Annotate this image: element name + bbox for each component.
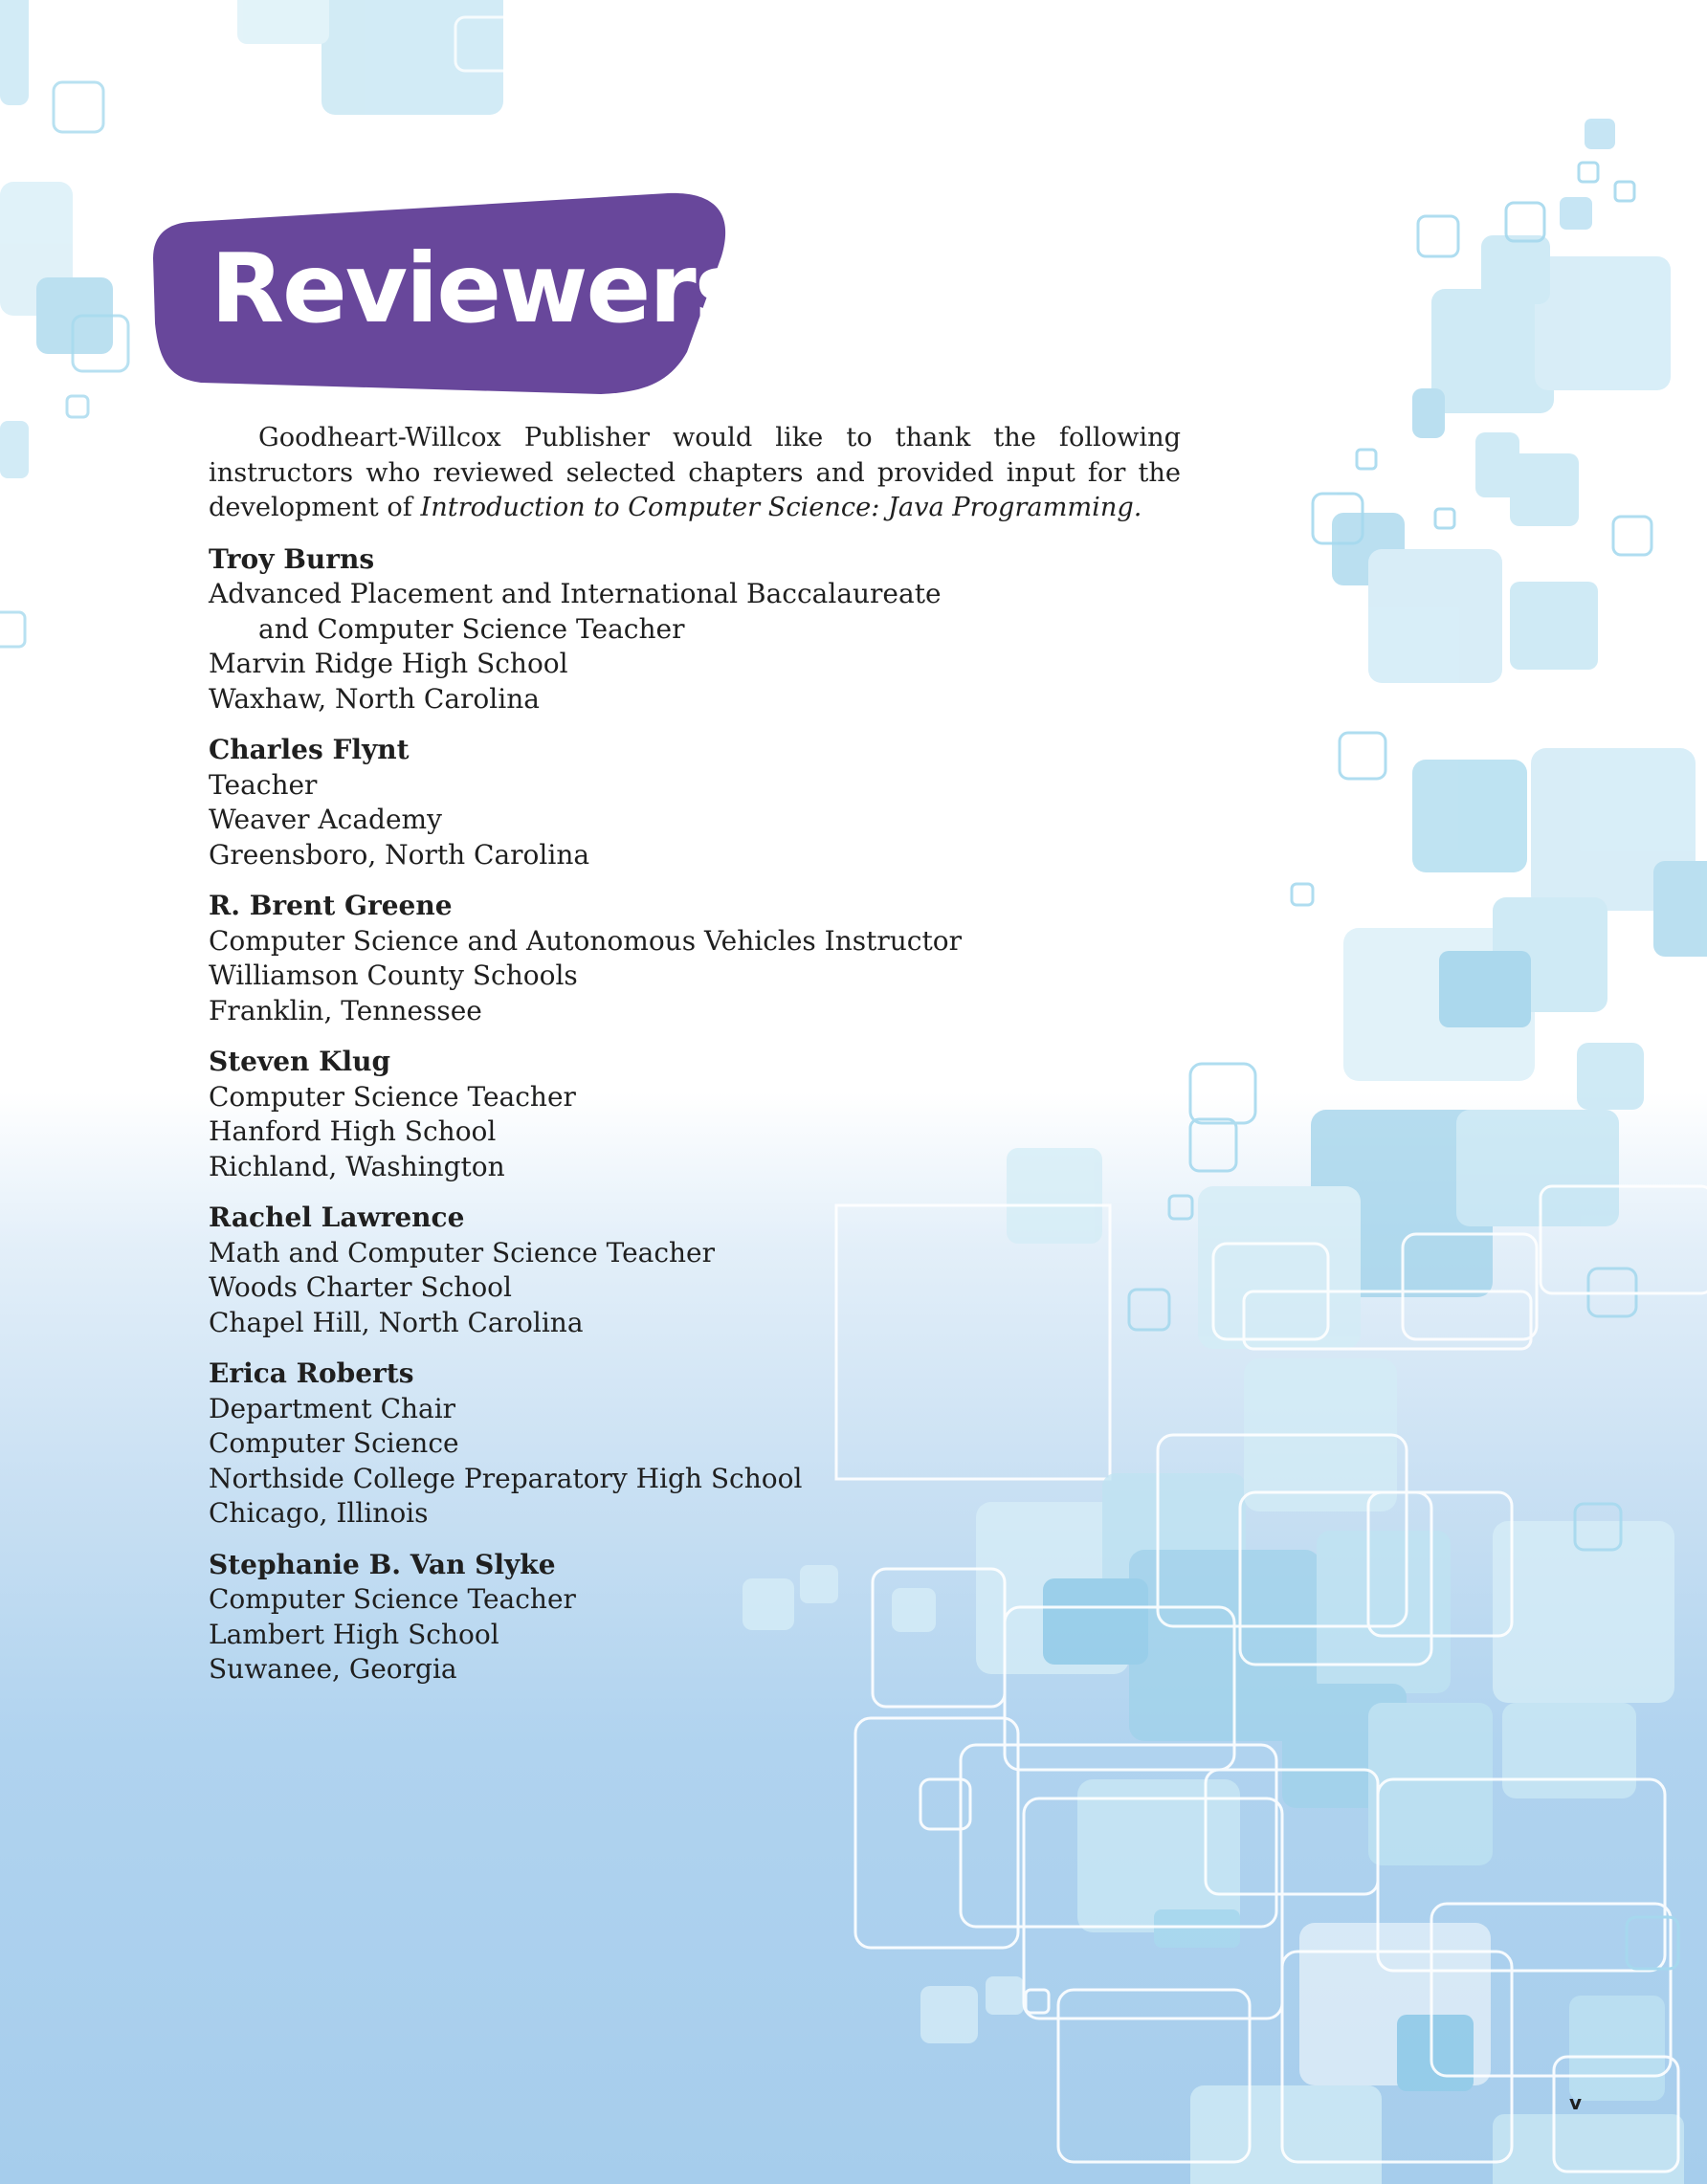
reviewer-name: Troy Burns	[209, 542, 375, 575]
reviewer-detail: Richland, Washington	[209, 1150, 505, 1182]
reviewer-name: Stephanie B. Van Slyke	[209, 1548, 556, 1580]
intro-text: Goodheart-Willcox Publisher would like to thank the following instructors who reviewed selected chapters and provided input for the development of	[209, 423, 1181, 522]
decor-right-upper	[1332, 119, 1671, 683]
reviewer-name: Steven Klug	[209, 1046, 391, 1077]
page-number: v	[1569, 2091, 1583, 2114]
reviewer-detail: Computer Science	[209, 1427, 459, 1459]
reviewer-entry	[209, 1357, 1181, 1532]
reviewers-content	[209, 421, 1181, 1704]
reviewer-detail: Marvin Ridge High School	[209, 648, 568, 679]
reviewer-name: Erica Roberts	[209, 1357, 414, 1389]
reviewer-entry	[209, 1045, 1181, 1184]
reviewer-detail: Suwanee, Georgia	[209, 1653, 457, 1685]
reviewer-detail: Math and Computer Science Teacher	[209, 1236, 716, 1268]
reviewer-entry	[209, 542, 1181, 717]
reviewer-name: Rachel Lawrence	[209, 1202, 465, 1233]
reviewer-detail: Franklin, Tennessee	[209, 994, 482, 1026]
reviewer-detail: Greensboro, North Carolina	[209, 838, 590, 871]
reviewer-name: Charles Flynt	[209, 734, 410, 765]
reviewer-detail: Teacher	[209, 768, 318, 801]
reviewer-detail: Advanced Placement and International Baccalaureate	[209, 578, 942, 609]
page-title: Reviewers	[211, 232, 750, 344]
reviewer-entry	[209, 733, 1181, 872]
reviewer-detail: Woods Charter School	[209, 1271, 512, 1303]
reviewer-detail: Weaver Academy	[209, 804, 442, 835]
reviewer-detail: Computer Science and Autonomous Vehicles Instructor	[209, 924, 962, 957]
reviewer-name: R. Brent Greene	[209, 890, 453, 921]
reviewer-detail: Williamson County Schools	[209, 960, 578, 991]
reviewer-detail: Computer Science Teacher	[209, 1583, 576, 1615]
reviewer-detail: Northside College Preparatory High School	[209, 1462, 803, 1494]
reviewer-detail: Department Chair	[209, 1392, 456, 1424]
reviewer-entry	[209, 889, 1181, 1028]
reviewer-entry	[209, 1548, 1181, 1688]
reviewer-detail: Hanford High School	[209, 1115, 497, 1147]
reviewer-detail: Chapel Hill, North Carolina	[209, 1306, 584, 1338]
reviewer-detail: Lambert High School	[209, 1618, 499, 1650]
reviewer-detail: Chicago, Illinois	[209, 1497, 429, 1529]
intro-paragraph	[209, 421, 1181, 526]
title-banner	[151, 189, 750, 396]
reviewer-detail: and Computer Science Teacher	[258, 612, 685, 645]
reviewer-detail: Waxhaw, North Carolina	[209, 682, 540, 715]
book-title: Introduction to Computer Science: Java Programming.	[420, 493, 1142, 522]
reviewer-detail: Computer Science Teacher	[209, 1080, 576, 1113]
reviewer-entry	[209, 1201, 1181, 1340]
